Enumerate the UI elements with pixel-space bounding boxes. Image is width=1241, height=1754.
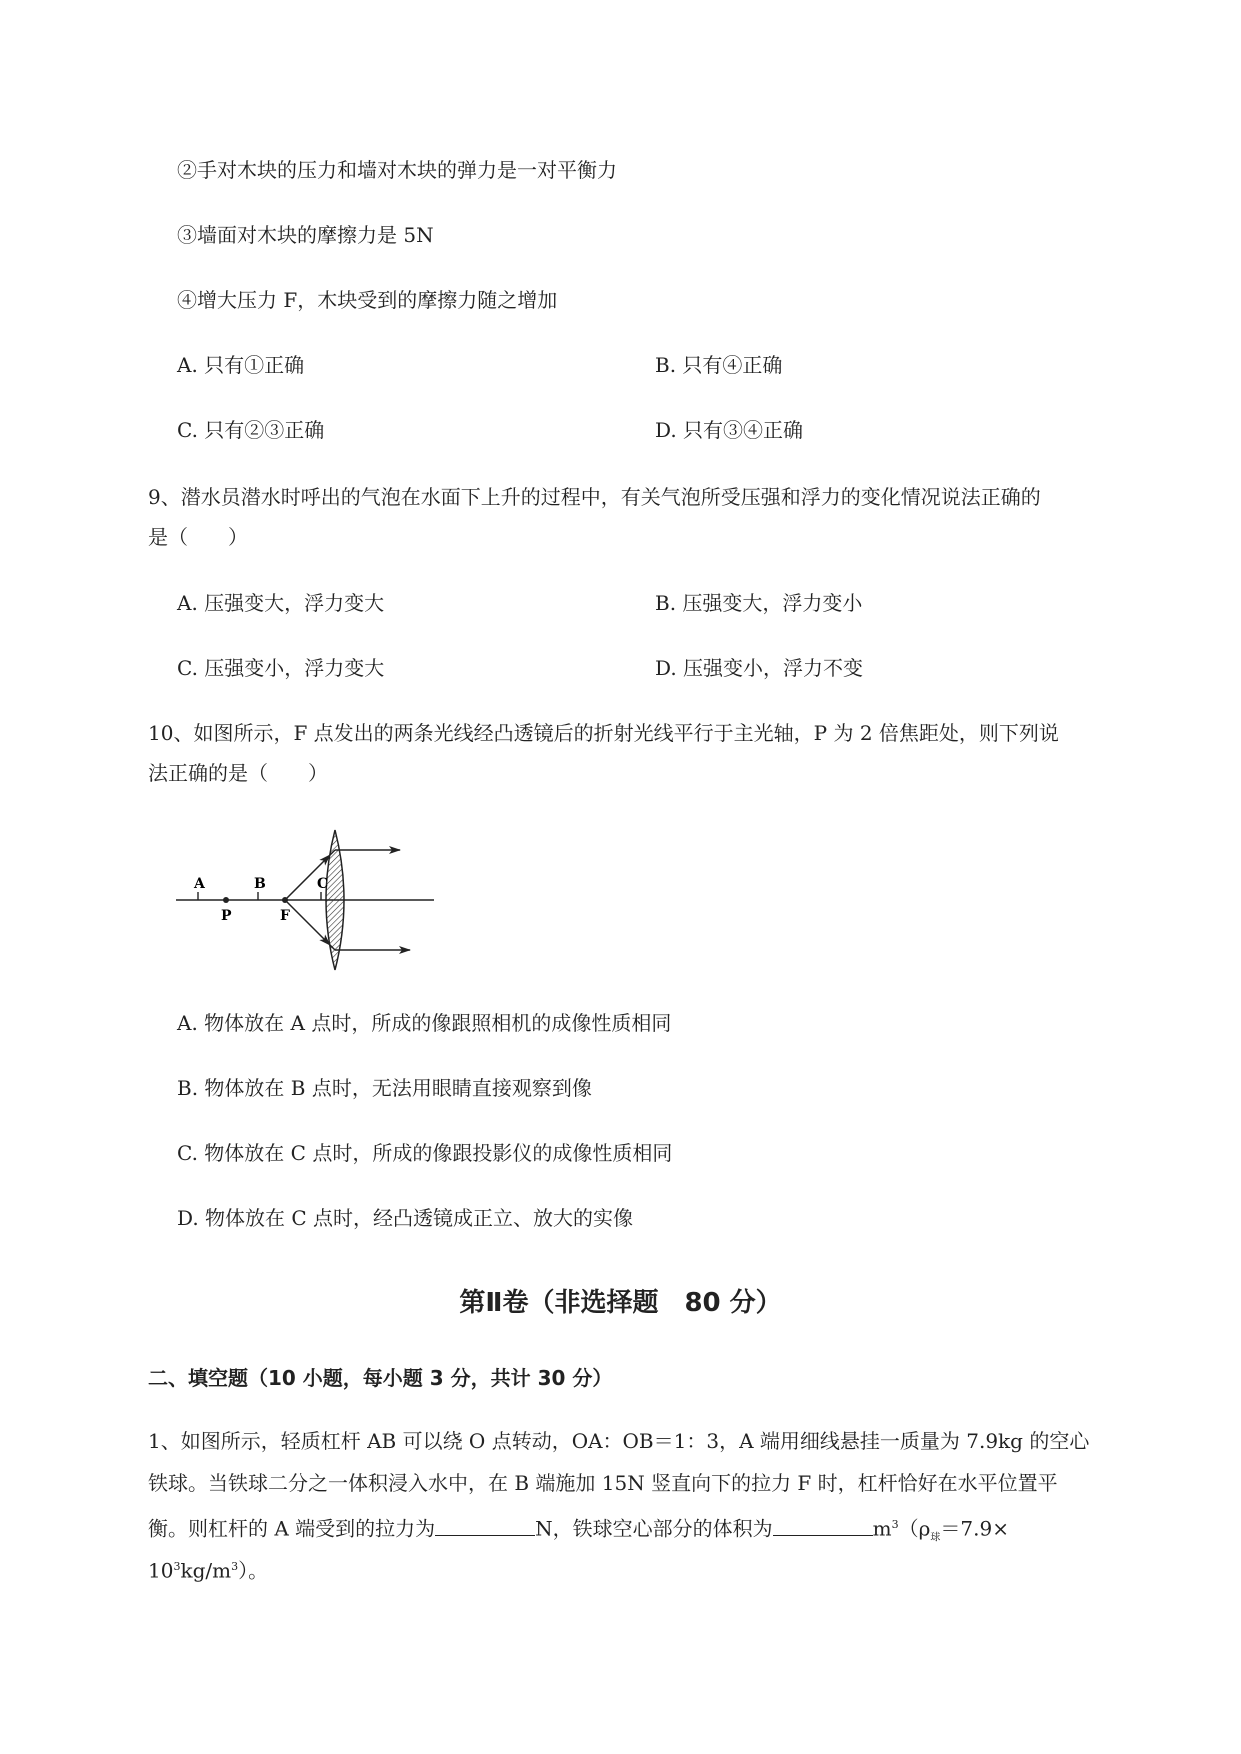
- fq1-line4-text3: ）。: [238, 1558, 269, 1583]
- q10-stem-line2: 法正确的是（ ）: [148, 761, 328, 785]
- fq1-line3-text2: N，铁球空心部分的体积为: [535, 1516, 773, 1541]
- q8-option-a: A. 只有①正确: [177, 353, 305, 377]
- q9-option-d: D. 压强变小，浮力不变: [655, 656, 864, 680]
- q9-option-c: C. 压强变小，浮力变大: [177, 656, 385, 680]
- fq1-line2: 铁球。当铁球二分之一体积浸入水中，在 B 端施加 15N 竖直向下的拉力 F 时，杠杆恰好在水平位置平: [148, 1471, 1058, 1495]
- fq1-line4-text2: kg/m: [180, 1558, 232, 1583]
- fq1-line3: [148, 1512, 1009, 1552]
- q9-option-b: B. 压强变大，浮力变小: [655, 591, 863, 615]
- fq1-line3-text4: （ρ: [898, 1516, 931, 1541]
- point-p: [223, 897, 229, 903]
- fq1-line3-sup: 3: [891, 1518, 899, 1531]
- q8-option-d: D. 只有③④正确: [655, 418, 804, 442]
- label-f: F: [280, 908, 290, 924]
- label-a: A: [194, 876, 205, 892]
- convex-lens-figure: [170, 820, 440, 980]
- label-b: B: [254, 876, 266, 892]
- fq1-line4-sup1: 3: [173, 1560, 181, 1573]
- label-p: P: [221, 908, 232, 924]
- fq1-line3-text3: m: [872, 1516, 892, 1541]
- part-title: 二、填空题（10 小题，每小题 3 分，共计 30 分）: [148, 1366, 613, 1390]
- section-title: 第Ⅱ卷（非选择题 80 分）: [459, 1288, 782, 1318]
- label-c: C: [317, 876, 329, 892]
- q10-option-b: B. 物体放在 B 点时，无法用眼睛直接观察到像: [177, 1076, 592, 1100]
- fq1-line4-sup2: 3: [231, 1560, 239, 1573]
- q8-statement-2: ②手对木块的压力和墙对木块的弹力是一对平衡力: [177, 158, 617, 182]
- q9-option-a: A. 压强变大，浮力变大: [177, 591, 385, 615]
- fq1-line3-text1: 衡。则杠杆的 A 端受到的拉力为: [148, 1516, 436, 1541]
- q9-stem-line1: 9、潜水员潜水时呼出的气泡在水面下上升的过程中，有关气泡所受压强和浮力的变化情况说法正确的: [148, 485, 1041, 509]
- fq1-line4-text1: 10: [148, 1558, 174, 1583]
- q8-statement-4: ④增大压力 F，木块受到的摩擦力随之增加: [177, 288, 558, 312]
- q10-option-c: C. 物体放在 C 点时，所成的像跟投影仪的成像性质相同: [177, 1141, 673, 1165]
- fq1-line3-sub: 球: [930, 1532, 941, 1544]
- q9-stem-line2: 是（ ）: [148, 525, 248, 549]
- q10-stem-line1: 10、如图所示，F 点发出的两条光线经凸透镜后的折射光线平行于主光轴，P 为 2 倍焦距处，则下列说: [148, 721, 1059, 745]
- fq1-line1: 1、如图所示，轻质杠杆 AB 可以绕 O 点转动，OA：OB＝1：3，A 端用细线悬挂一质量为 7.9kg 的空心: [148, 1429, 1090, 1453]
- q8-option-b: B. 只有④正确: [655, 353, 783, 377]
- q8-statement-3: ③墙面对木块的摩擦力是 5N: [177, 223, 434, 247]
- q8-option-c: C. 只有②③正确: [177, 418, 325, 442]
- fq1-line4: [148, 1554, 268, 1584]
- fq1-blank-1[interactable]: [435, 1517, 535, 1536]
- q10-option-d: D. 物体放在 C 点时，经凸透镜成正立、放大的实像: [177, 1206, 634, 1230]
- fq1-blank-2[interactable]: [773, 1517, 873, 1536]
- q10-option-a: A. 物体放在 A 点时，所成的像跟照相机的成像性质相同: [177, 1011, 672, 1035]
- fq1-line3-text5: ＝7.9×: [940, 1516, 1009, 1541]
